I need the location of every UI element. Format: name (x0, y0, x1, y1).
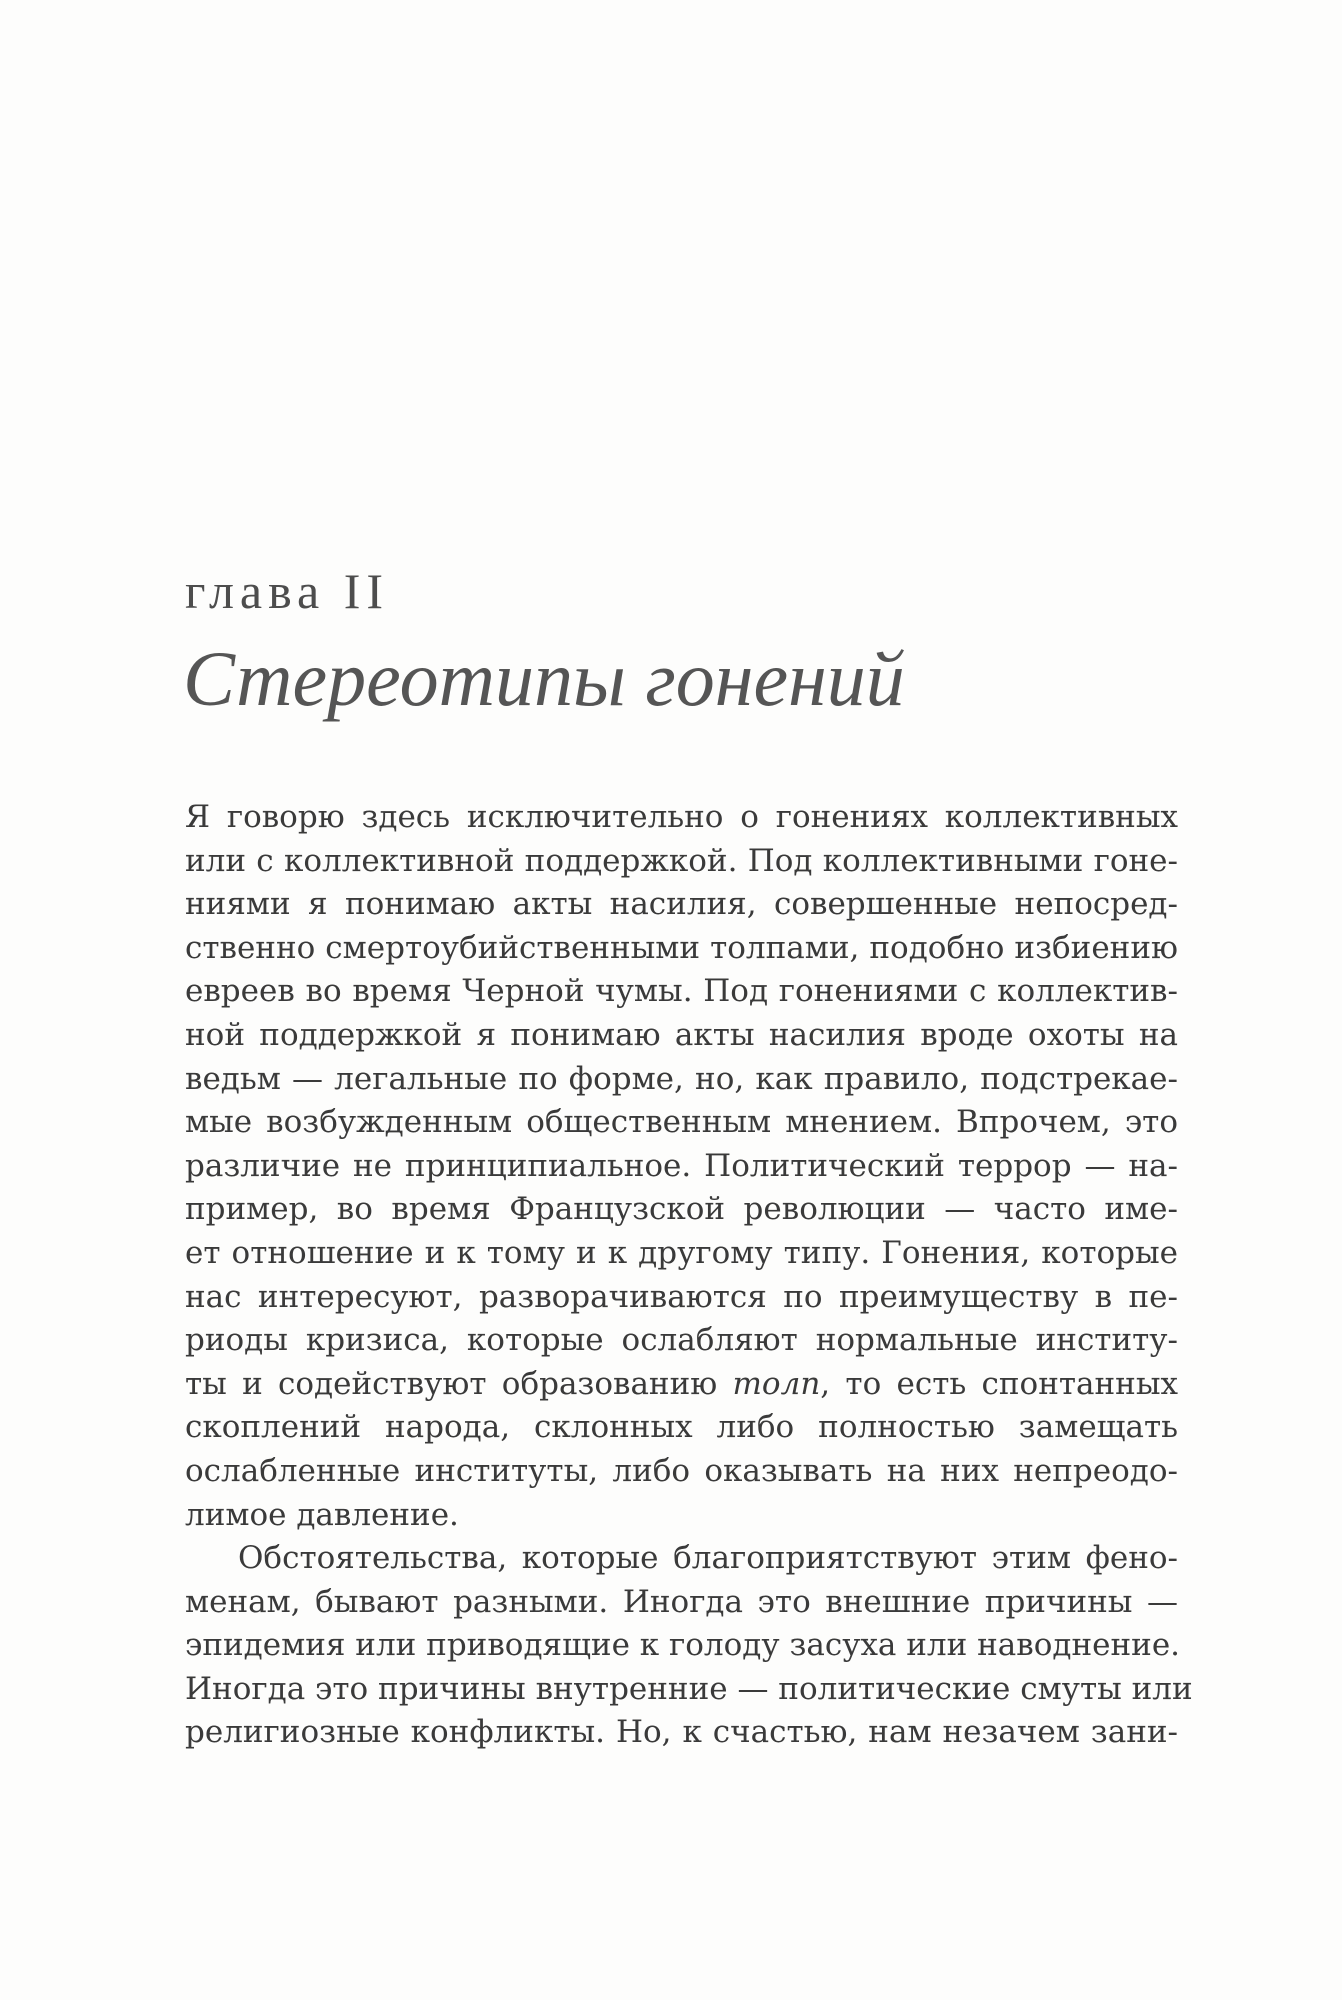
text-line: нас интересуют, разворачиваются по преимуществу в пе- (185, 1278, 1178, 1315)
text-line: Иногда это причины внутренние — политические смуты или (185, 1670, 1193, 1707)
paragraph-1 (185, 796, 1178, 1537)
text-line: различие не принципиальное. Политический террор — на- (185, 1147, 1178, 1184)
text-line: ственно смертоубийственными толпами, подобно избиению (185, 929, 1178, 966)
text-line: Я говорю здесь исключительно о гонениях коллективных (185, 799, 1178, 835)
text-line: Обстоятельства, которые благоприятствуют этим фено- (238, 1540, 1178, 1577)
text-line: евреев во время Черной чумы. Под гонениями с коллектив- (185, 973, 1178, 1010)
text-line: пример, во время Французской революции — часто име- (185, 1191, 1178, 1228)
chapter-title: Стереотипы гонений (183, 635, 905, 722)
text-segment: , то есть спонтанных (820, 1365, 1178, 1402)
text-line: ной поддержкой я понимаю акты насилия вроде охоты на (185, 1016, 1178, 1053)
text-line (185, 1363, 1178, 1407)
italic-emphasis: толп (732, 1365, 821, 1402)
text-line: ослабленные институты, либо оказывать на них непреодо- (185, 1452, 1178, 1489)
text-line: религиозные конфликты. Но, к счастью, нам незачем зани- (185, 1714, 1178, 1751)
text-line: скоплений народа, склонных либо полностью замещать (185, 1409, 1178, 1446)
text-line: ведьм — легальные по форме, но, как правило, подстрекае- (185, 1060, 1178, 1097)
text-line: лимое давление. (185, 1496, 459, 1533)
text-line: менам, бывают разными. Иногда это внешние причины — (185, 1583, 1178, 1620)
text-line: риоды кризиса, которые ослабляют нормальные институ- (185, 1322, 1178, 1359)
paragraph-2 (185, 1537, 1193, 1755)
body-text (185, 796, 1193, 1755)
text-segment: ты и содействуют образованию (185, 1365, 733, 1402)
text-line: ниями я понимаю акты насилия, совершенные непосред- (185, 886, 1178, 923)
text-line: эпидемия или приводящие к голоду засуха или наводнение. (185, 1627, 1181, 1664)
chapter-label: глава II (185, 563, 390, 619)
text-line: ет отношение и к тому и к другому типу. Гонения, которые (185, 1234, 1178, 1271)
text-line: или с коллективной поддержкой. Под коллективными гоне- (185, 842, 1178, 879)
text-line: мые возбужденным общественным мнением. Впрочем, это (185, 1104, 1178, 1141)
